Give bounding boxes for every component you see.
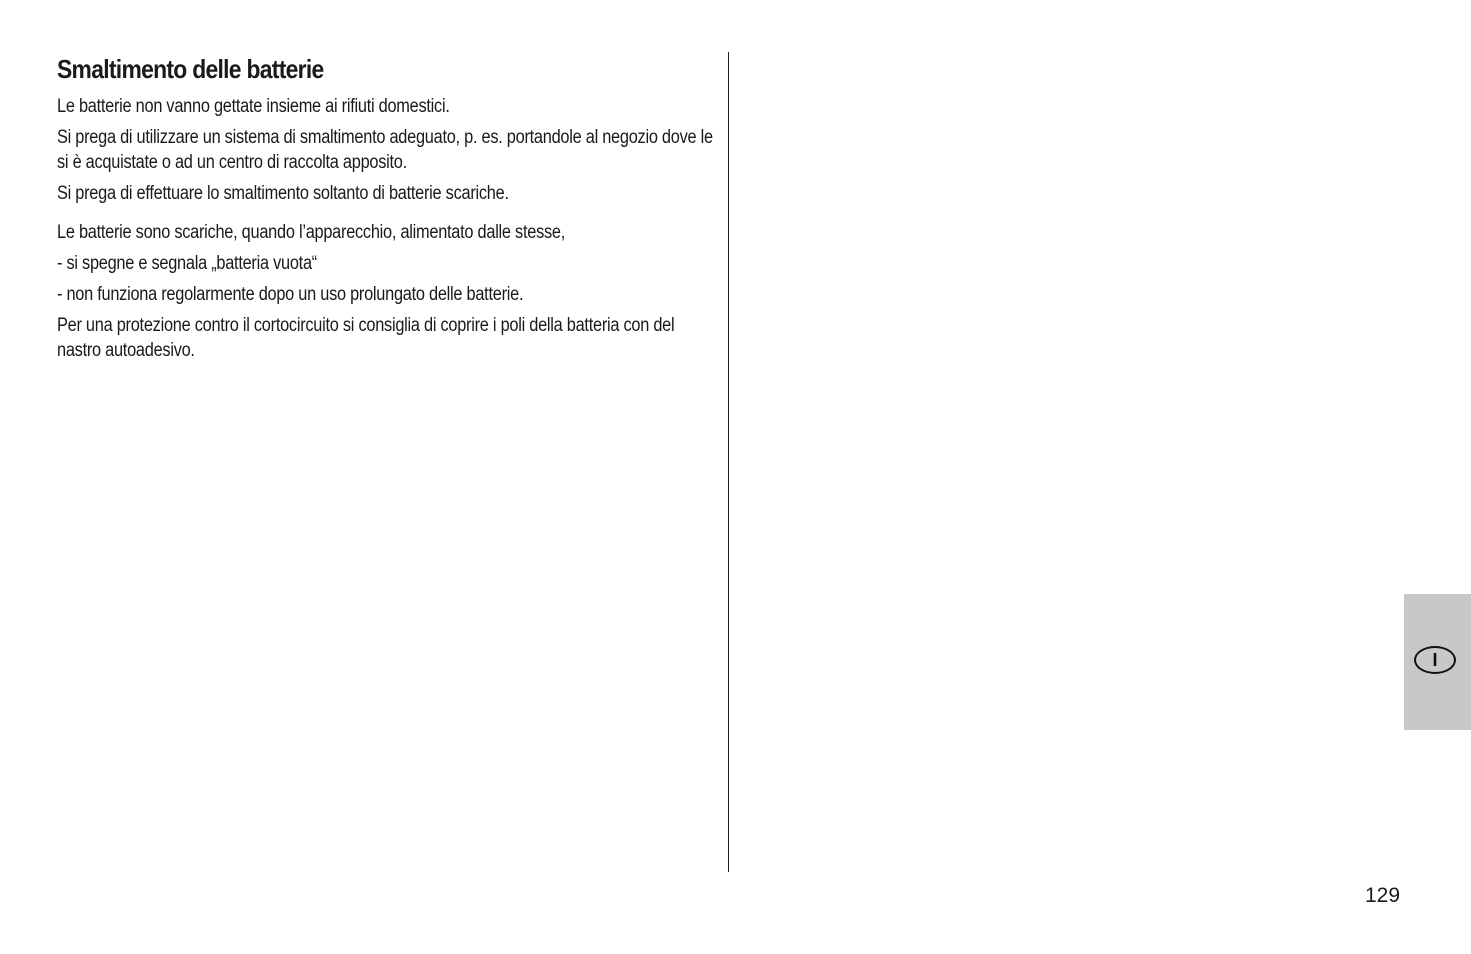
list-item-not-working: - non funziona regolarmente dopo un uso prolungato delle batterie. [57, 284, 524, 305]
paragraph-household-waste: Le batterie non vanno gettate insieme ai rifiuti domestici. [57, 96, 450, 117]
language-badge: I [1414, 646, 1456, 674]
paragraph-discharged-only: Si prega di effettuare lo smaltimento soltanto di batterie scariche. [57, 183, 509, 204]
text-column [57, 54, 722, 369]
language-tab [1404, 594, 1471, 730]
paragraph-when-discharged: Le batterie sono scariche, quando l’apparecchio, alimentato dalle stesse, [57, 222, 566, 243]
page-number: 129 [1365, 884, 1401, 907]
paragraph-disposal-system: Si prega di utilizzare un sistema di smaltimento adeguato, p. es. portandole al negozio dove le si è acquistate o ad un centro di raccolta apposito. [57, 127, 713, 173]
section-title: Smaltimento delle batterie [57, 54, 324, 84]
column-divider [728, 52, 729, 872]
paragraph-short-circuit: Per una protezione contro il cortocircuito si consiglia di coprire i poli della batteria con del nastro autoadesivo. [57, 315, 675, 361]
list-item-battery-empty: - si spegne e segnala „batteria vuota“ [57, 253, 317, 274]
